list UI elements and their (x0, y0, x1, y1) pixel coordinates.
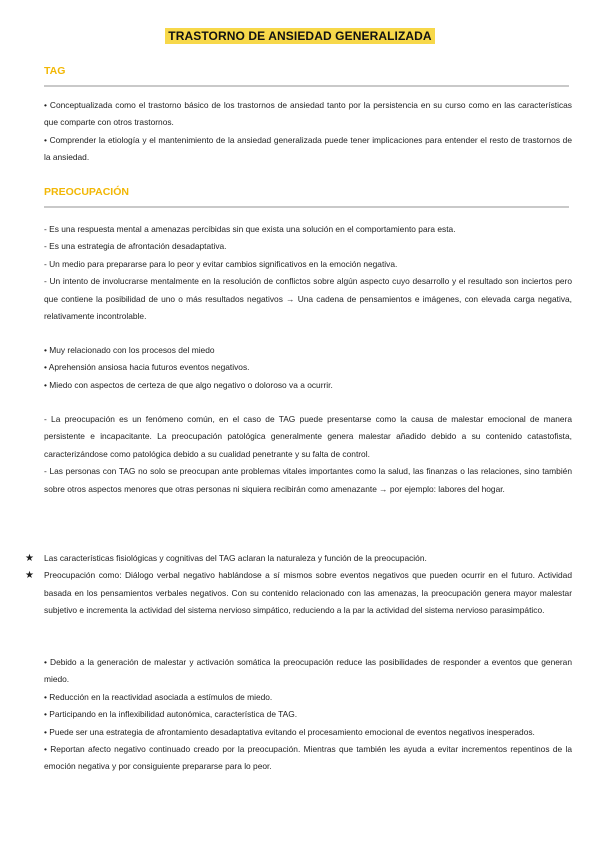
star-item-text: Las características fisiológicas y cognitivas del TAG aclaran la naturaleza y función de la preocupación. (44, 553, 427, 563)
section-divider-tag (44, 85, 569, 87)
star-item-text: Preocupación como: Diálogo verbal negativo hablándose a sí mismos sobre eventos negativos que pueden ocurrir en el futuro. Actividad basada en los pensamientos verbales negativos. Con su contenido relacionado con las amenazas, la preocupación genera mayor malestar subjetivo e incrementa la actividad del sistema nervioso simpático, reduciendo a la par la actividad del sistema nervioso parasimpático. (44, 570, 572, 616)
preocupacion-group-1 (44, 221, 572, 325)
list-item: • Muy relacionado con los procesos del miedo (44, 345, 215, 355)
list-item: • Debido a la generación de malestar y activación somática la preocupación reduce las posibilidades de responder a eventos que generan miedo. (44, 657, 572, 685)
title-wrap (0, 27, 600, 45)
paragraph: • Comprender la etiología y el mantenimiento de la ansiedad generalizada puede tener implicaciones para entender el resto de trastornos de la ansiedad. (44, 134, 572, 163)
list-item: • Puede ser una estrategia de afrontamiento desadaptativa evitando el procesamiento emocional de eventos negativos inesperados. (44, 726, 535, 737)
star-icon: ★ (25, 570, 34, 582)
list-item: • Reportan afecto negativo continuado creado por la preocupación. Mientras que también les ayuda a evitar incrementos repentinos de la emoción negativa y por consiguiente prepararse para lo peor. (44, 744, 572, 772)
section-heading-preocupacion: PREOCUPACIÓN (44, 186, 129, 198)
tag-paragraphs (44, 97, 572, 167)
section-divider-preocupacion (44, 206, 569, 208)
list-item: • Miedo con aspectos de certeza de que algo negativo o doloroso va a ocurrir. (44, 379, 333, 390)
preocupacion-group-2 (44, 342, 572, 394)
list-item: - Es una estrategia de afrontación desadaptativa. (44, 241, 227, 252)
list-item: - Un medio para prepararse para lo peor y evitar cambios significativos en la emoción negativa. (44, 258, 398, 269)
paragraph: - Las personas con TAG no solo se preocupan ante problemas vitales importantes como la salud, las finanzas o las relaciones, sino también sobre otros aspectos menores que otras personas ni siquiera recibirán como amenazante → por ejemplo: labores del hogar. (44, 466, 572, 494)
preocupacion-star-items (25, 550, 572, 620)
paragraph: - La preocupación es un fenómeno común, en el caso de TAG puede presentarse como la causa de malestar emocional de manera persistente e incapacitante. La preocupación patológica generalmente genera malestar añadido debido a su contenido catastofista, caracterizándose como patológica debido a su cualidad penetrante y su falta de control. (44, 414, 572, 459)
preocupacion-group-3 (44, 411, 572, 498)
list-item: • Participando en la inflexibilidad autonómica, característica de TAG. (44, 709, 298, 720)
list-item: - Un intento de involucrarse mentalmente en la resolución de conflictos sobre algún aspecto cuyo desarrollo y el resultado son inciertos pero que contiene la posibilidad de uno o más resultados negativos → Una cadena de pensamientos e imágenes, con elevada carga negativa, relativamente incontrolable. (44, 276, 572, 322)
star-icon: ★ (25, 553, 34, 564)
list-item: • Reducción en la reactividad asociada a estímulos de miedo. (44, 691, 273, 702)
section-heading-tag: TAG (44, 65, 66, 77)
list-item: • Aprehensión ansiosa hacia futuros eventos negativos. (44, 362, 250, 373)
paragraph: • Conceptualizada como el trastorno básico de los trastornos de ansiedad tanto por la persistencia en su curso como en las características que comparte con otros trastornos. (44, 100, 572, 128)
star-item (25, 550, 572, 567)
list-item: - Es una respuesta mental a amenazas percibidas sin que exista una solución en el comportamiento para esta. (44, 224, 456, 234)
page-title: TRASTORNO DE ANSIEDAD GENERALIZADA (165, 28, 434, 44)
star-item (25, 567, 572, 619)
preocupacion-group-4 (44, 654, 572, 776)
